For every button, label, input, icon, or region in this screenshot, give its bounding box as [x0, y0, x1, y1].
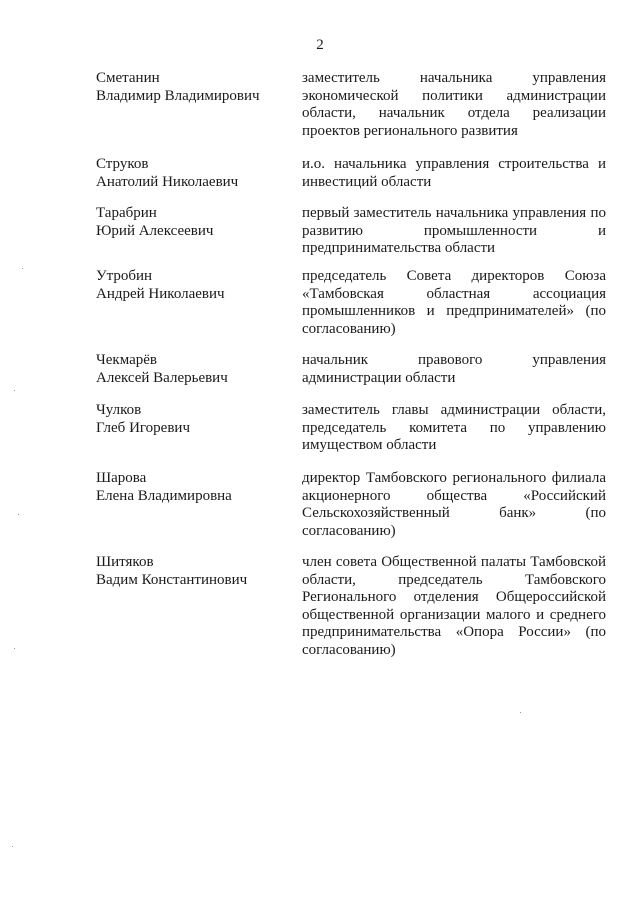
position-line: области, начальник отдела реализации — [302, 105, 606, 121]
position-line: председатель Совета директоров Союза — [302, 268, 606, 284]
member-given-names: Анатолий Николаевич — [96, 173, 239, 190]
position-line: Регионального отделения Общероссийской — [302, 589, 606, 605]
position-line: проектов регионального развития — [302, 122, 518, 139]
position-line: «Тамбовская областная ассоциация — [302, 285, 606, 302]
position-line: администрации области — [302, 369, 456, 386]
scan-speck — [12, 846, 13, 847]
member-surname: Чекмарёв — [96, 352, 157, 368]
member-given-names: Владимир Владимирович — [96, 87, 260, 104]
position-line: согласованию) — [302, 522, 396, 539]
member-given-names: Юрий Алексеевич — [96, 222, 214, 239]
position-line: общественной организации малого и среднего — [302, 606, 606, 623]
member-position — [302, 156, 606, 191]
member-name — [96, 205, 286, 240]
position-line: Сельскохозяйственный банк» (по — [302, 505, 606, 521]
member-position — [302, 70, 606, 140]
position-line: предпринимательства «Опора России» (по — [302, 624, 606, 640]
position-line: акционерного общества «Российский — [302, 487, 606, 504]
position-line: области, председатель Тамбовского — [302, 571, 606, 588]
position-line: развитию промышленности и — [302, 222, 606, 239]
position-line: промышленников и предпринимателей» (по — [302, 303, 606, 319]
scan-speck — [22, 268, 23, 269]
position-line: председатель комитета по управлению — [302, 419, 606, 436]
member-surname: Чулков — [96, 402, 142, 418]
member-position — [302, 205, 606, 258]
member-given-names: Андрей Николаевич — [96, 285, 225, 302]
member-name — [96, 70, 286, 105]
member-given-names: Алексей Валерьевич — [96, 369, 228, 386]
member-given-names: Елена Владимировна — [96, 487, 232, 504]
member-position — [302, 554, 606, 659]
position-line: предпринимательства области — [302, 240, 496, 256]
scan-speck — [14, 648, 15, 649]
member-surname: Сметанин — [96, 70, 160, 86]
member-name — [96, 470, 286, 505]
member-name — [96, 402, 286, 437]
position-line: инвестиций области — [302, 173, 432, 190]
member-given-names: Вадим Константинович — [96, 571, 248, 588]
position-line: и.о. начальника управления строительства и — [302, 156, 606, 172]
member-surname: Утробин — [96, 268, 153, 284]
position-line: заместитель начальника управления — [302, 70, 606, 86]
member-position — [302, 352, 606, 387]
position-line: начальник правового управления — [302, 352, 606, 368]
member-given-names: Глеб Игоревич — [96, 419, 190, 436]
scan-speck — [18, 514, 19, 515]
member-position — [302, 268, 606, 338]
member-position — [302, 402, 606, 455]
member-surname: Шарова — [96, 470, 147, 486]
member-position — [302, 470, 606, 540]
position-line: согласованию) — [302, 320, 396, 337]
page-number: 2 — [316, 37, 324, 53]
member-surname: Струков — [96, 156, 149, 172]
position-line: первый заместитель начальника управления по — [302, 205, 606, 221]
scan-speck — [520, 712, 521, 713]
position-line: директор Тамбовского регионального филиала — [302, 470, 606, 486]
member-name — [96, 268, 286, 303]
member-name — [96, 352, 286, 387]
position-line: член совета Общественной палаты Тамбовской — [302, 554, 606, 570]
position-line: имуществом области — [302, 437, 437, 453]
member-surname: Тарабрин — [96, 205, 157, 221]
member-name — [96, 554, 286, 589]
member-name — [96, 156, 286, 191]
position-line: согласованию) — [302, 641, 396, 658]
scan-speck — [14, 390, 15, 391]
member-surname: Шитяков — [96, 554, 154, 570]
position-line: экономической политики администрации — [302, 87, 606, 104]
position-line: заместитель главы администрации области, — [302, 402, 606, 418]
